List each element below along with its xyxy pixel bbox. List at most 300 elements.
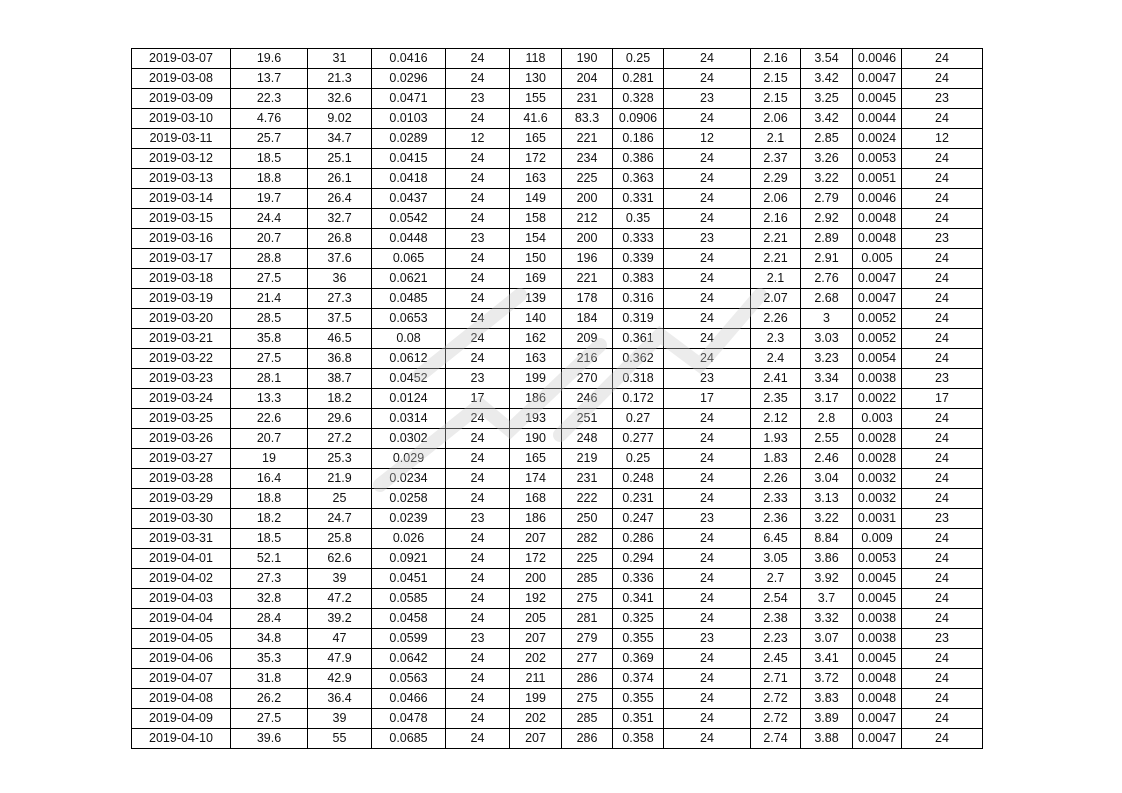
table-row — [132, 109, 983, 129]
value-cell: 251 — [562, 409, 613, 429]
value-cell: 0.0052 — [853, 309, 902, 329]
value-cell: 18.5 — [231, 149, 308, 169]
value-cell: 140 — [510, 309, 562, 329]
value-cell: 285 — [562, 709, 613, 729]
value-cell: 2.72 — [751, 689, 801, 709]
value-cell: 31 — [308, 49, 372, 69]
value-cell: 24 — [664, 189, 751, 209]
table-row — [132, 689, 983, 709]
value-cell: 27.5 — [231, 709, 308, 729]
value-cell: 24 — [902, 649, 983, 669]
value-cell: 21.4 — [231, 289, 308, 309]
value-cell: 22.3 — [231, 89, 308, 109]
value-cell: 24 — [446, 209, 510, 229]
value-cell: 24 — [446, 589, 510, 609]
value-cell: 36 — [308, 269, 372, 289]
value-cell: 0.361 — [613, 329, 664, 349]
value-cell: 21.3 — [308, 69, 372, 89]
value-cell: 52.1 — [231, 549, 308, 569]
value-cell: 26.4 — [308, 189, 372, 209]
value-cell: 28.1 — [231, 369, 308, 389]
date-cell: 2019-04-09 — [132, 709, 231, 729]
value-cell: 2.91 — [801, 249, 853, 269]
value-cell: 174 — [510, 469, 562, 489]
value-cell: 27.3 — [308, 289, 372, 309]
value-cell: 19 — [231, 449, 308, 469]
value-cell: 0.0296 — [372, 69, 446, 89]
value-cell: 24 — [664, 549, 751, 569]
table-row — [132, 709, 983, 729]
value-cell: 24 — [664, 689, 751, 709]
value-cell: 199 — [510, 689, 562, 709]
value-cell: 12 — [664, 129, 751, 149]
value-cell: 0.0103 — [372, 109, 446, 129]
date-cell: 2019-04-01 — [132, 549, 231, 569]
value-cell: 18.8 — [231, 489, 308, 509]
value-cell: 24 — [664, 309, 751, 329]
value-cell: 216 — [562, 349, 613, 369]
table-row — [132, 89, 983, 109]
value-cell: 0.0612 — [372, 349, 446, 369]
value-cell: 0.0045 — [853, 89, 902, 109]
table-row — [132, 669, 983, 689]
value-cell: 192 — [510, 589, 562, 609]
value-cell: 2.41 — [751, 369, 801, 389]
value-cell: 24 — [664, 709, 751, 729]
date-cell: 2019-03-21 — [132, 329, 231, 349]
value-cell: 24 — [664, 69, 751, 89]
value-cell: 27.5 — [231, 269, 308, 289]
value-cell: 0.247 — [613, 509, 664, 529]
value-cell: 0.0047 — [853, 269, 902, 289]
value-cell: 0.358 — [613, 729, 664, 749]
value-cell: 36.4 — [308, 689, 372, 709]
value-cell: 3.42 — [801, 109, 853, 129]
value-cell: 0.0028 — [853, 449, 902, 469]
value-cell: 2.7 — [751, 569, 801, 589]
value-cell: 23 — [664, 89, 751, 109]
value-cell: 0.0621 — [372, 269, 446, 289]
value-cell: 3.32 — [801, 609, 853, 629]
value-cell: 222 — [562, 489, 613, 509]
value-cell: 24 — [446, 49, 510, 69]
value-cell: 211 — [510, 669, 562, 689]
value-cell: 24 — [446, 109, 510, 129]
value-cell: 24 — [902, 469, 983, 489]
date-cell: 2019-03-26 — [132, 429, 231, 449]
value-cell: 8.84 — [801, 529, 853, 549]
value-cell: 0.0478 — [372, 709, 446, 729]
value-cell: 25.1 — [308, 149, 372, 169]
value-cell: 0.0046 — [853, 189, 902, 209]
value-cell: 155 — [510, 89, 562, 109]
table-row — [132, 169, 983, 189]
value-cell: 24 — [446, 709, 510, 729]
value-cell: 24 — [664, 409, 751, 429]
value-cell: 0.026 — [372, 529, 446, 549]
value-cell: 28.4 — [231, 609, 308, 629]
value-cell: 0.029 — [372, 449, 446, 469]
value-cell: 21.9 — [308, 469, 372, 489]
value-cell: 0.0053 — [853, 549, 902, 569]
value-cell: 20.7 — [231, 429, 308, 449]
value-cell: 0.0685 — [372, 729, 446, 749]
value-cell: 24 — [902, 209, 983, 229]
value-cell: 0.08 — [372, 329, 446, 349]
value-cell: 24 — [902, 609, 983, 629]
value-cell: 17 — [902, 389, 983, 409]
date-cell: 2019-03-31 — [132, 529, 231, 549]
value-cell: 24 — [446, 729, 510, 749]
value-cell: 24 — [902, 309, 983, 329]
value-cell: 24 — [902, 549, 983, 569]
date-cell: 2019-04-03 — [132, 589, 231, 609]
table-row — [132, 149, 983, 169]
date-cell: 2019-03-23 — [132, 369, 231, 389]
value-cell: 2.3 — [751, 329, 801, 349]
value-cell: 200 — [562, 229, 613, 249]
value-cell: 3.22 — [801, 509, 853, 529]
value-cell: 24 — [902, 409, 983, 429]
value-cell: 0.0563 — [372, 669, 446, 689]
value-cell: 2.55 — [801, 429, 853, 449]
value-cell: 0.0038 — [853, 609, 902, 629]
value-cell: 24 — [446, 329, 510, 349]
value-cell: 0.0418 — [372, 169, 446, 189]
value-cell: 0.0542 — [372, 209, 446, 229]
date-cell: 2019-03-08 — [132, 69, 231, 89]
value-cell: 24 — [902, 529, 983, 549]
value-cell: 282 — [562, 529, 613, 549]
value-cell: 0.0906 — [613, 109, 664, 129]
value-cell: 158 — [510, 209, 562, 229]
value-cell: 2.23 — [751, 629, 801, 649]
table-row — [132, 49, 983, 69]
value-cell: 2.74 — [751, 729, 801, 749]
value-cell: 3.41 — [801, 649, 853, 669]
value-cell: 0.331 — [613, 189, 664, 209]
value-cell: 24 — [902, 669, 983, 689]
date-cell: 2019-04-10 — [132, 729, 231, 749]
value-cell: 26.2 — [231, 689, 308, 709]
value-cell: 2.36 — [751, 509, 801, 529]
value-cell: 23 — [902, 369, 983, 389]
value-cell: 2.92 — [801, 209, 853, 229]
value-cell: 24 — [664, 169, 751, 189]
table-row — [132, 609, 983, 629]
value-cell: 25.7 — [231, 129, 308, 149]
value-cell: 0.0047 — [853, 709, 902, 729]
value-cell: 2.54 — [751, 589, 801, 609]
value-cell: 24 — [446, 349, 510, 369]
value-cell: 2.76 — [801, 269, 853, 289]
value-cell: 3.88 — [801, 729, 853, 749]
value-cell: 23 — [902, 229, 983, 249]
value-cell: 0.0448 — [372, 229, 446, 249]
value-cell: 221 — [562, 129, 613, 149]
value-cell: 36.8 — [308, 349, 372, 369]
value-cell: 3.89 — [801, 709, 853, 729]
table-row — [132, 449, 983, 469]
value-cell: 207 — [510, 729, 562, 749]
value-cell: 24 — [902, 269, 983, 289]
value-cell: 3 — [801, 309, 853, 329]
date-cell: 2019-03-11 — [132, 129, 231, 149]
value-cell: 0.0458 — [372, 609, 446, 629]
value-cell: 24 — [902, 249, 983, 269]
value-cell: 24 — [902, 489, 983, 509]
value-cell: 24 — [446, 549, 510, 569]
value-cell: 0.0302 — [372, 429, 446, 449]
value-cell: 23 — [446, 369, 510, 389]
value-cell: 24 — [446, 449, 510, 469]
value-cell: 202 — [510, 649, 562, 669]
value-cell: 35.8 — [231, 329, 308, 349]
date-cell: 2019-03-14 — [132, 189, 231, 209]
value-cell: 2.26 — [751, 469, 801, 489]
value-cell: 24 — [664, 669, 751, 689]
value-cell: 24 — [446, 269, 510, 289]
value-cell: 250 — [562, 509, 613, 529]
date-cell: 2019-04-04 — [132, 609, 231, 629]
value-cell: 13.3 — [231, 389, 308, 409]
value-cell: 2.21 — [751, 229, 801, 249]
table-row — [132, 129, 983, 149]
value-cell: 3.23 — [801, 349, 853, 369]
value-cell: 0.0051 — [853, 169, 902, 189]
value-cell: 0.277 — [613, 429, 664, 449]
table-row — [132, 509, 983, 529]
value-cell: 24 — [902, 69, 983, 89]
value-cell: 3.92 — [801, 569, 853, 589]
value-cell: 0.294 — [613, 549, 664, 569]
date-cell: 2019-03-20 — [132, 309, 231, 329]
value-cell: 0.0314 — [372, 409, 446, 429]
value-cell: 0.0048 — [853, 229, 902, 249]
value-cell: 0.0653 — [372, 309, 446, 329]
value-cell: 0.35 — [613, 209, 664, 229]
date-cell: 2019-03-29 — [132, 489, 231, 509]
value-cell: 150 — [510, 249, 562, 269]
date-cell: 2019-04-06 — [132, 649, 231, 669]
value-cell: 163 — [510, 349, 562, 369]
value-cell: 270 — [562, 369, 613, 389]
value-cell: 0.0599 — [372, 629, 446, 649]
value-cell: 0.318 — [613, 369, 664, 389]
value-cell: 0.369 — [613, 649, 664, 669]
value-cell: 32.8 — [231, 589, 308, 609]
table-row — [132, 629, 983, 649]
value-cell: 12 — [902, 129, 983, 149]
table-row — [132, 569, 983, 589]
date-cell: 2019-03-09 — [132, 89, 231, 109]
value-cell: 2.06 — [751, 109, 801, 129]
value-cell: 2.29 — [751, 169, 801, 189]
value-cell: 0.0032 — [853, 469, 902, 489]
value-cell: 186 — [510, 509, 562, 529]
date-cell: 2019-04-05 — [132, 629, 231, 649]
value-cell: 24 — [446, 569, 510, 589]
value-cell: 27.3 — [231, 569, 308, 589]
value-cell: 0.0031 — [853, 509, 902, 529]
value-cell: 55 — [308, 729, 372, 749]
value-cell: 47.9 — [308, 649, 372, 669]
value-cell: 286 — [562, 729, 613, 749]
table-row — [132, 349, 983, 369]
value-cell: 23 — [902, 89, 983, 109]
value-cell: 0.0415 — [372, 149, 446, 169]
value-cell: 0.319 — [613, 309, 664, 329]
value-cell: 178 — [562, 289, 613, 309]
value-cell: 0.316 — [613, 289, 664, 309]
value-cell: 23 — [446, 89, 510, 109]
table-row — [132, 469, 983, 489]
value-cell: 3.05 — [751, 549, 801, 569]
table-row — [132, 729, 983, 749]
value-cell: 3.04 — [801, 469, 853, 489]
value-cell: 24 — [446, 669, 510, 689]
value-cell: 0.0022 — [853, 389, 902, 409]
value-cell: 24 — [664, 269, 751, 289]
value-cell: 3.72 — [801, 669, 853, 689]
value-cell: 0.0437 — [372, 189, 446, 209]
value-cell: 13.7 — [231, 69, 308, 89]
table-row — [132, 649, 983, 669]
value-cell: 31.8 — [231, 669, 308, 689]
data-table — [131, 48, 983, 749]
value-cell: 186 — [510, 389, 562, 409]
value-cell: 219 — [562, 449, 613, 469]
value-cell: 3.7 — [801, 589, 853, 609]
value-cell: 0.386 — [613, 149, 664, 169]
date-cell: 2019-03-28 — [132, 469, 231, 489]
value-cell: 23 — [664, 509, 751, 529]
value-cell: 275 — [562, 589, 613, 609]
table-row — [132, 489, 983, 509]
value-cell: 42.9 — [308, 669, 372, 689]
value-cell: 2.8 — [801, 409, 853, 429]
value-cell: 2.45 — [751, 649, 801, 669]
value-cell: 149 — [510, 189, 562, 209]
value-cell: 28.8 — [231, 249, 308, 269]
value-cell: 205 — [510, 609, 562, 629]
value-cell: 24 — [664, 609, 751, 629]
value-cell: 37.5 — [308, 309, 372, 329]
value-cell: 1.93 — [751, 429, 801, 449]
value-cell: 24 — [664, 49, 751, 69]
value-cell: 2.1 — [751, 129, 801, 149]
value-cell: 0.374 — [613, 669, 664, 689]
value-cell: 24 — [902, 189, 983, 209]
value-cell: 200 — [510, 569, 562, 589]
value-cell: 3.83 — [801, 689, 853, 709]
value-cell: 24 — [902, 689, 983, 709]
data-table-container — [131, 48, 983, 749]
value-cell: 24 — [902, 709, 983, 729]
value-cell: 18.2 — [308, 389, 372, 409]
value-cell: 24 — [902, 289, 983, 309]
value-cell: 0.0289 — [372, 129, 446, 149]
value-cell: 24 — [902, 169, 983, 189]
value-cell: 3.86 — [801, 549, 853, 569]
value-cell: 0.0032 — [853, 489, 902, 509]
value-cell: 18.2 — [231, 509, 308, 529]
value-cell: 34.7 — [308, 129, 372, 149]
value-cell: 0.172 — [613, 389, 664, 409]
table-row — [132, 209, 983, 229]
table-row — [132, 389, 983, 409]
value-cell: 29.6 — [308, 409, 372, 429]
value-cell: 279 — [562, 629, 613, 649]
value-cell: 24 — [664, 729, 751, 749]
date-cell: 2019-03-07 — [132, 49, 231, 69]
value-cell: 24 — [664, 209, 751, 229]
value-cell: 248 — [562, 429, 613, 449]
value-cell: 23 — [902, 509, 983, 529]
value-cell: 2.72 — [751, 709, 801, 729]
value-cell: 3.42 — [801, 69, 853, 89]
value-cell: 23 — [446, 229, 510, 249]
value-cell: 0.362 — [613, 349, 664, 369]
value-cell: 24 — [902, 349, 983, 369]
date-cell: 2019-03-18 — [132, 269, 231, 289]
value-cell: 0.186 — [613, 129, 664, 149]
date-cell: 2019-03-17 — [132, 249, 231, 269]
value-cell: 0.339 — [613, 249, 664, 269]
value-cell: 285 — [562, 569, 613, 589]
value-cell: 46.5 — [308, 329, 372, 349]
value-cell: 168 — [510, 489, 562, 509]
value-cell: 39.2 — [308, 609, 372, 629]
value-cell: 3.17 — [801, 389, 853, 409]
value-cell: 275 — [562, 689, 613, 709]
value-cell: 225 — [562, 169, 613, 189]
value-cell: 0.005 — [853, 249, 902, 269]
value-cell: 0.0048 — [853, 689, 902, 709]
value-cell: 0.0452 — [372, 369, 446, 389]
table-body — [132, 49, 983, 749]
value-cell: 47.2 — [308, 589, 372, 609]
table-row — [132, 329, 983, 349]
value-cell: 2.38 — [751, 609, 801, 629]
value-cell: 24 — [902, 449, 983, 469]
value-cell: 130 — [510, 69, 562, 89]
value-cell: 23 — [446, 509, 510, 529]
value-cell: 209 — [562, 329, 613, 349]
value-cell: 193 — [510, 409, 562, 429]
value-cell: 25 — [308, 489, 372, 509]
value-cell: 37.6 — [308, 249, 372, 269]
value-cell: 2.33 — [751, 489, 801, 509]
date-cell: 2019-03-12 — [132, 149, 231, 169]
value-cell: 165 — [510, 129, 562, 149]
value-cell: 0.0045 — [853, 569, 902, 589]
table-row — [132, 409, 983, 429]
value-cell: 24 — [902, 109, 983, 129]
value-cell: 12 — [446, 129, 510, 149]
value-cell: 18.8 — [231, 169, 308, 189]
date-cell: 2019-03-27 — [132, 449, 231, 469]
value-cell: 0.0046 — [853, 49, 902, 69]
value-cell: 172 — [510, 549, 562, 569]
value-cell: 3.03 — [801, 329, 853, 349]
value-cell: 2.07 — [751, 289, 801, 309]
value-cell: 38.7 — [308, 369, 372, 389]
value-cell: 0.333 — [613, 229, 664, 249]
value-cell: 1.83 — [751, 449, 801, 469]
value-cell: 24 — [902, 149, 983, 169]
value-cell: 0.25 — [613, 449, 664, 469]
